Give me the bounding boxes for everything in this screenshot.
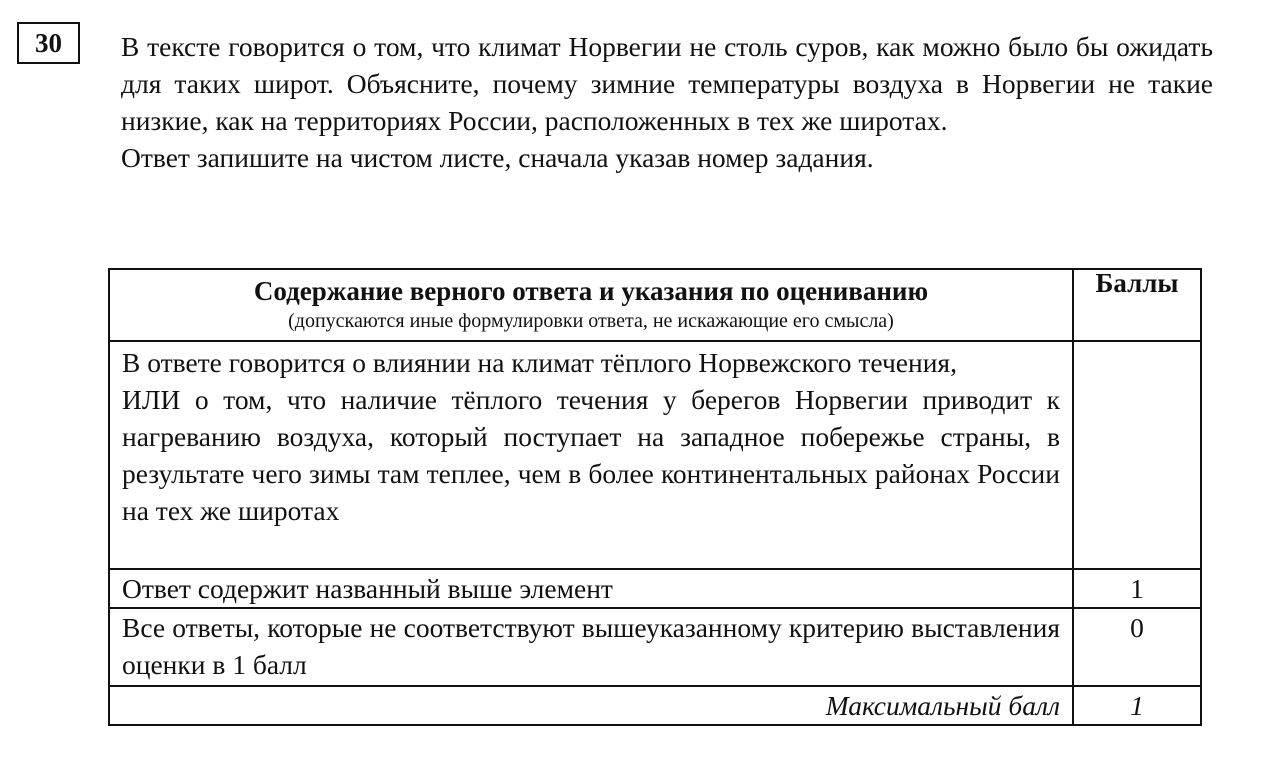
- table-row: [109, 569, 1201, 608]
- answer-part-1: В ответе говорится о влиянии на климат тёплого Норвежского течения,: [122, 347, 957, 378]
- max-score-value: 1: [1073, 686, 1201, 725]
- criterion-text: Ответ содержит названный выше элемент: [109, 569, 1073, 608]
- task-number: 30: [17, 22, 80, 64]
- header-title: Содержание верного ответа и указания по оцениванию: [253, 276, 929, 306]
- table-header-row: [109, 269, 1201, 341]
- answer-content: [109, 341, 1073, 569]
- header-content-cell: [109, 269, 1073, 341]
- answer-part-2: ИЛИ о том, что наличие тёплого течения у берегов Норвегии приводит к нагреванию воздуха, который поступает на западное побережье страны, в результате чего зимы там теплее, чем в более континентальных районах России на тех же широтах: [122, 384, 1060, 526]
- question-text: В тексте говорится о том, что климат Норвегии не столь суров, как можно было бы ожидать для таких широт. Объясните, почему зимние температуры воздуха в Норвегии не такие низкие, как на территориях России, расположенных в тех же широтах.: [121, 31, 1213, 136]
- max-score-label: Максимальный балл: [109, 686, 1073, 725]
- answer-score-empty: [1073, 341, 1201, 569]
- criterion-score: 1: [1073, 569, 1201, 608]
- table-row: [109, 608, 1201, 686]
- header-score: Баллы: [1073, 269, 1201, 341]
- answer-row: [109, 341, 1201, 569]
- criterion-score: 0: [1073, 608, 1201, 686]
- header-note: (допускаются иные формулировки ответа, не искажающие его смысла): [288, 310, 894, 332]
- criterion-text: Все ответы, которые не соответствуют вышеуказанному критерию выставления оценки в 1 балл: [109, 608, 1073, 686]
- question-block: [121, 28, 1213, 176]
- instruction-text: Ответ запишите на чистом листе, сначала указав номер задания.: [121, 142, 874, 173]
- grading-table: [108, 268, 1202, 726]
- max-score-row: [109, 686, 1201, 725]
